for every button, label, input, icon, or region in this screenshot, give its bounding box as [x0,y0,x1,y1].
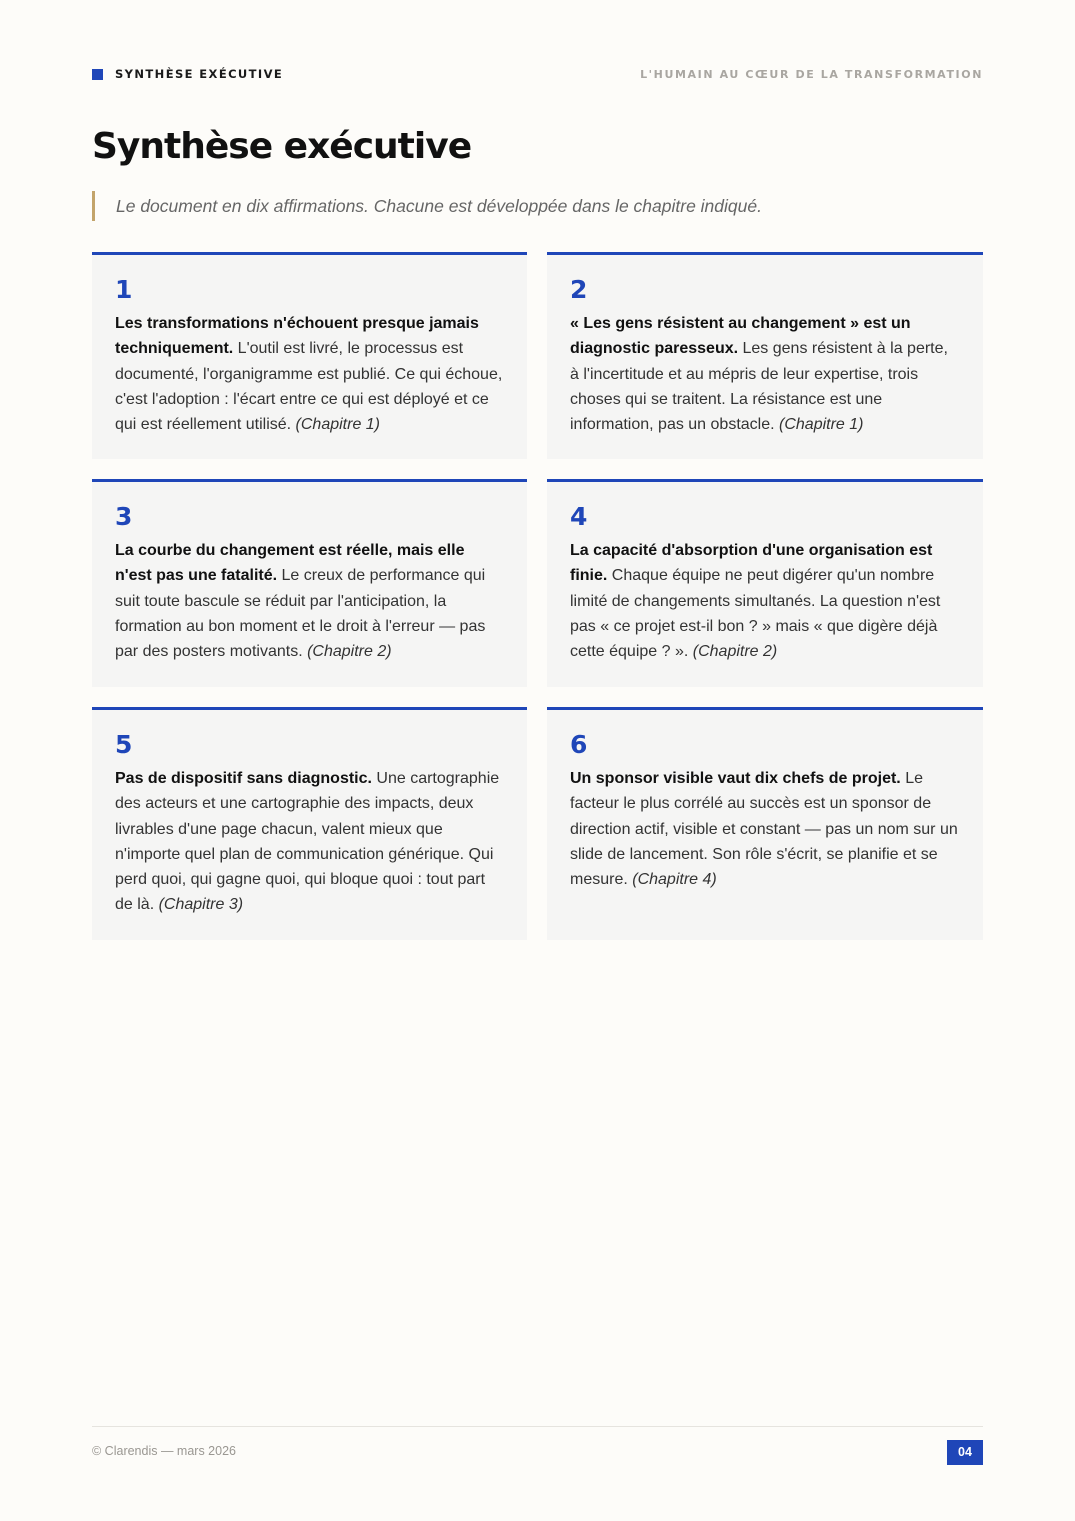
card-number: 3 [115,502,133,531]
affirmation-card-3 [92,479,527,687]
card-text [115,311,504,437]
card-lead: La courbe du changement est réelle, mais elle n'est pas une fatalité. [115,542,465,585]
card-body: Chaque équipe ne peut digérer qu'un nombre limité de changements simultanés. La question n'est pas « ce projet est-il bon ? » mais « que digère déjà cette équipe ? ». [570,567,941,661]
card-number: 2 [570,275,588,304]
page-subtitle: Le document en dix affirmations. Chacune est développée dans le chapitre indiqué. [92,191,983,221]
card-text [115,766,504,918]
affirmation-card-4 [547,479,983,687]
card-lead: Les transformations n'échouent presque jamais techniquement. [115,315,479,358]
card-lead: Pas de dispositif sans diagnostic. [115,770,372,787]
section-label [92,67,283,81]
running-header [92,66,983,82]
card-body: L'outil est livré, le processus est documenté, l'organigramme est publié. Ce qui échoue, c'est l'adoption : l'écart entre ce qui est déployé et ce qui est réellement utilisé. [115,340,503,434]
chapter-reference: (Chapitre 4) [632,871,717,889]
copyright-notice: © Clarendis — mars 2026 [92,1444,236,1458]
card-body: Les gens résistent à la perte, à l'incertitude et au mépris de leur expertise, trois choses qui se traitent. La résistance est une information, pas un obstacle. [570,340,948,434]
affirmation-card-5 [92,707,527,940]
card-body: Le creux de performance qui suit toute bascule se réduit par l'anticipation, la formation au bon moment et le droit à l'erreur — pas par des posters motivants. [115,567,486,661]
card-text [570,538,960,664]
card-number: 6 [570,730,588,759]
card-body: Le facteur le plus corrélé au succès est un sponsor de direction actif, visible et constant — pas un nom sur un slide de lancement. Son rôle s'écrit, se planifie et se mesure. [570,770,958,889]
affirmations-grid [92,252,983,940]
chapter-reference: (Chapitre 2) [692,643,778,661]
chapter-reference: (Chapitre 2) [307,643,392,661]
card-text [570,766,960,892]
page-footer [92,1426,983,1465]
section-label-text: SYNTHÈSE EXÉCUTIVE [115,67,284,81]
document-title-header: L'HUMAIN AU CŒUR DE LA TRANSFORMATION [640,67,983,81]
affirmation-card-2 [547,252,983,459]
card-number: 4 [570,502,588,531]
chapter-reference: (Chapitre 1) [295,416,381,434]
page-title: Synthèse exécutive [92,126,472,167]
card-body: Une cartographie des acteurs et une cartographie des impacts, deux livrables d'une page chacun, valent mieux que n'importe quel plan de communication générique. Qui perd quoi, qui gagne quoi, qui bloque quoi : tout part de là. [115,770,500,914]
card-text [570,311,960,437]
card-lead: La capacité d'absorption d'une organisation est finie. [570,542,933,585]
chapter-reference: (Chapitre 1) [779,416,864,434]
card-lead: « Les gens résistent au changement » est un diagnostic paresseux. [570,315,911,358]
card-lead: Un sponsor visible vaut dix chefs de projet. [570,770,901,787]
square-marker-icon [92,69,103,80]
chapter-reference: (Chapitre 3) [158,896,244,914]
affirmation-card-6 [547,707,983,940]
card-number: 1 [115,275,133,304]
page-number-badge: 04 [947,1440,983,1465]
card-text [115,538,504,664]
card-number: 5 [115,730,133,759]
affirmation-card-1 [92,252,527,459]
